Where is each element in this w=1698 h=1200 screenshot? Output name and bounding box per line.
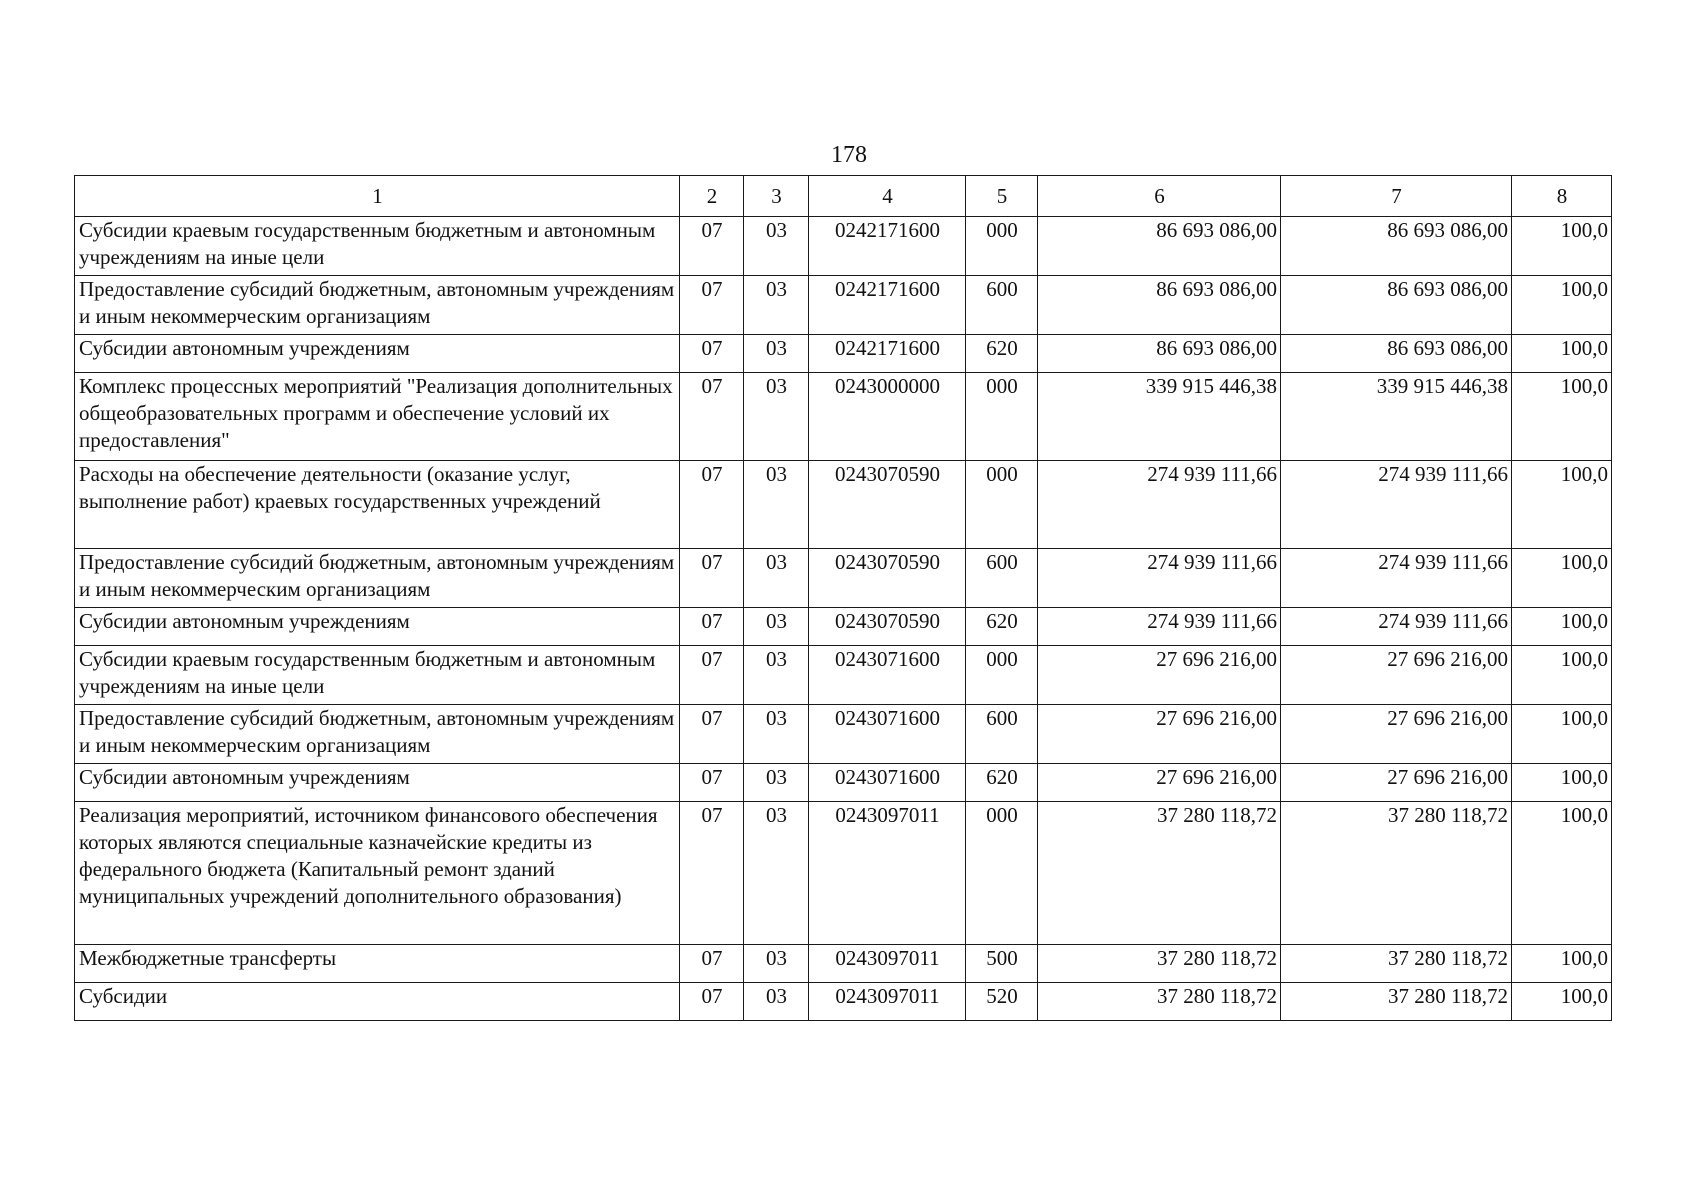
column-header: 2 — [680, 176, 744, 217]
row-percent: 100,0 — [1512, 276, 1612, 335]
row-name: Межбюджетные трансферты — [75, 945, 680, 983]
row-percent: 100,0 — [1512, 705, 1612, 764]
row-col7-amount: 86 693 086,00 — [1281, 276, 1512, 335]
row-subsection: 03 — [744, 945, 809, 983]
row-col7-amount: 339 915 446,38 — [1281, 373, 1512, 461]
row-section: 07 — [680, 705, 744, 764]
row-expense-type: 600 — [966, 276, 1038, 335]
page-number: 178 — [831, 142, 867, 168]
column-header: 5 — [966, 176, 1038, 217]
row-col7-amount: 86 693 086,00 — [1281, 217, 1512, 276]
row-percent: 100,0 — [1512, 461, 1612, 549]
row-percent: 100,0 — [1512, 373, 1612, 461]
row-subsection: 03 — [744, 276, 809, 335]
table-header-row — [75, 176, 1612, 217]
row-subsection: 03 — [744, 705, 809, 764]
row-col6-amount: 339 915 446,38 — [1038, 373, 1281, 461]
table-row — [75, 764, 1612, 802]
table-row — [75, 983, 1612, 1021]
row-subsection: 03 — [744, 335, 809, 373]
table-row — [75, 608, 1612, 646]
row-subsection: 03 — [744, 373, 809, 461]
budget-table — [74, 175, 1612, 1021]
table-row — [75, 802, 1612, 945]
row-section: 07 — [680, 608, 744, 646]
row-col7-amount: 37 280 118,72 — [1281, 945, 1512, 983]
row-target-article: 0243071600 — [809, 646, 966, 705]
row-subsection: 03 — [744, 549, 809, 608]
row-col6-amount: 86 693 086,00 — [1038, 276, 1281, 335]
table-row — [75, 549, 1612, 608]
row-subsection: 03 — [744, 983, 809, 1021]
table-row — [75, 646, 1612, 705]
row-section: 07 — [680, 802, 744, 945]
row-target-article: 0243070590 — [809, 608, 966, 646]
row-target-article: 0243097011 — [809, 983, 966, 1021]
row-name: Субсидии автономным учреждениям — [75, 335, 680, 373]
row-name: Субсидии — [75, 983, 680, 1021]
row-col6-amount: 86 693 086,00 — [1038, 335, 1281, 373]
row-expense-type: 000 — [966, 802, 1038, 945]
row-target-article: 0242171600 — [809, 335, 966, 373]
row-target-article: 0243071600 — [809, 764, 966, 802]
row-name: Субсидии краевым государственным бюджетным и автономным учреждениям на иные цели — [75, 646, 680, 705]
table-row — [75, 373, 1612, 461]
row-expense-type: 600 — [966, 705, 1038, 764]
row-percent: 100,0 — [1512, 608, 1612, 646]
row-col7-amount: 274 939 111,66 — [1281, 608, 1512, 646]
row-target-article: 0243097011 — [809, 802, 966, 945]
row-percent: 100,0 — [1512, 983, 1612, 1021]
row-expense-type: 000 — [966, 646, 1038, 705]
row-subsection: 03 — [744, 461, 809, 549]
row-expense-type: 620 — [966, 764, 1038, 802]
row-target-article: 0243000000 — [809, 373, 966, 461]
row-col7-amount: 37 280 118,72 — [1281, 802, 1512, 945]
row-percent: 100,0 — [1512, 335, 1612, 373]
row-percent: 100,0 — [1512, 945, 1612, 983]
row-name: Реализация мероприятий, источником финансового обеспечения которых являются специальные казначейские кредиты из федерального бюджета (Капитальный ремонт зданий муниципальных учреждений дополнительного образования) — [75, 802, 680, 945]
row-section: 07 — [680, 335, 744, 373]
row-section: 07 — [680, 461, 744, 549]
row-name: Субсидии автономным учреждениям — [75, 764, 680, 802]
row-col7-amount: 274 939 111,66 — [1281, 461, 1512, 549]
row-col6-amount: 274 939 111,66 — [1038, 549, 1281, 608]
table-row — [75, 276, 1612, 335]
row-percent: 100,0 — [1512, 549, 1612, 608]
row-col7-amount: 27 696 216,00 — [1281, 646, 1512, 705]
row-col7-amount: 27 696 216,00 — [1281, 764, 1512, 802]
row-section: 07 — [680, 276, 744, 335]
row-name: Комплекс процессных мероприятий "Реализация дополнительных общеобразовательных программ и обеспечение условий их предоставления" — [75, 373, 680, 461]
column-header: 6 — [1038, 176, 1281, 217]
row-percent: 100,0 — [1512, 217, 1612, 276]
row-col6-amount: 274 939 111,66 — [1038, 608, 1281, 646]
table-row — [75, 217, 1612, 276]
row-col6-amount: 27 696 216,00 — [1038, 705, 1281, 764]
row-subsection: 03 — [744, 217, 809, 276]
row-col6-amount: 37 280 118,72 — [1038, 983, 1281, 1021]
row-name: Субсидии автономным учреждениям — [75, 608, 680, 646]
table-row — [75, 705, 1612, 764]
table-row — [75, 461, 1612, 549]
row-target-article: 0243070590 — [809, 549, 966, 608]
row-section: 07 — [680, 549, 744, 608]
row-col6-amount: 27 696 216,00 — [1038, 646, 1281, 705]
row-expense-type: 000 — [966, 461, 1038, 549]
row-target-article: 0243070590 — [809, 461, 966, 549]
row-col7-amount: 274 939 111,66 — [1281, 549, 1512, 608]
table-row — [75, 945, 1612, 983]
row-section: 07 — [680, 983, 744, 1021]
row-section: 07 — [680, 646, 744, 705]
row-name: Расходы на обеспечение деятельности (оказание услуг, выполнение работ) краевых государственных учреждений — [75, 461, 680, 549]
row-expense-type: 000 — [966, 373, 1038, 461]
row-expense-type: 000 — [966, 217, 1038, 276]
row-subsection: 03 — [744, 802, 809, 945]
row-col6-amount: 37 280 118,72 — [1038, 945, 1281, 983]
row-subsection: 03 — [744, 646, 809, 705]
table-row — [75, 335, 1612, 373]
row-name: Предоставление субсидий бюджетным, автономным учреждениям и иным некоммерческим организациям — [75, 276, 680, 335]
row-section: 07 — [680, 945, 744, 983]
row-target-article: 0243071600 — [809, 705, 966, 764]
row-percent: 100,0 — [1512, 646, 1612, 705]
row-col6-amount: 86 693 086,00 — [1038, 217, 1281, 276]
column-header: 8 — [1512, 176, 1612, 217]
row-section: 07 — [680, 764, 744, 802]
row-percent: 100,0 — [1512, 802, 1612, 945]
row-section: 07 — [680, 217, 744, 276]
row-col7-amount: 86 693 086,00 — [1281, 335, 1512, 373]
row-col7-amount: 37 280 118,72 — [1281, 983, 1512, 1021]
column-header: 1 — [75, 176, 680, 217]
row-name: Предоставление субсидий бюджетным, автономным учреждениям и иным некоммерческим организациям — [75, 705, 680, 764]
column-header: 3 — [744, 176, 809, 217]
row-col6-amount: 274 939 111,66 — [1038, 461, 1281, 549]
row-section: 07 — [680, 373, 744, 461]
row-subsection: 03 — [744, 764, 809, 802]
column-header: 4 — [809, 176, 966, 217]
row-expense-type: 620 — [966, 335, 1038, 373]
row-col6-amount: 27 696 216,00 — [1038, 764, 1281, 802]
row-name: Субсидии краевым государственным бюджетным и автономным учреждениям на иные цели — [75, 217, 680, 276]
row-col7-amount: 27 696 216,00 — [1281, 705, 1512, 764]
column-header: 7 — [1281, 176, 1512, 217]
row-name: Предоставление субсидий бюджетным, автономным учреждениям и иным некоммерческим организациям — [75, 549, 680, 608]
row-target-article: 0242171600 — [809, 276, 966, 335]
row-target-article: 0243097011 — [809, 945, 966, 983]
row-target-article: 0242171600 — [809, 217, 966, 276]
row-expense-type: 500 — [966, 945, 1038, 983]
row-subsection: 03 — [744, 608, 809, 646]
row-col6-amount: 37 280 118,72 — [1038, 802, 1281, 945]
row-percent: 100,0 — [1512, 764, 1612, 802]
row-expense-type: 600 — [966, 549, 1038, 608]
row-expense-type: 620 — [966, 608, 1038, 646]
row-expense-type: 520 — [966, 983, 1038, 1021]
